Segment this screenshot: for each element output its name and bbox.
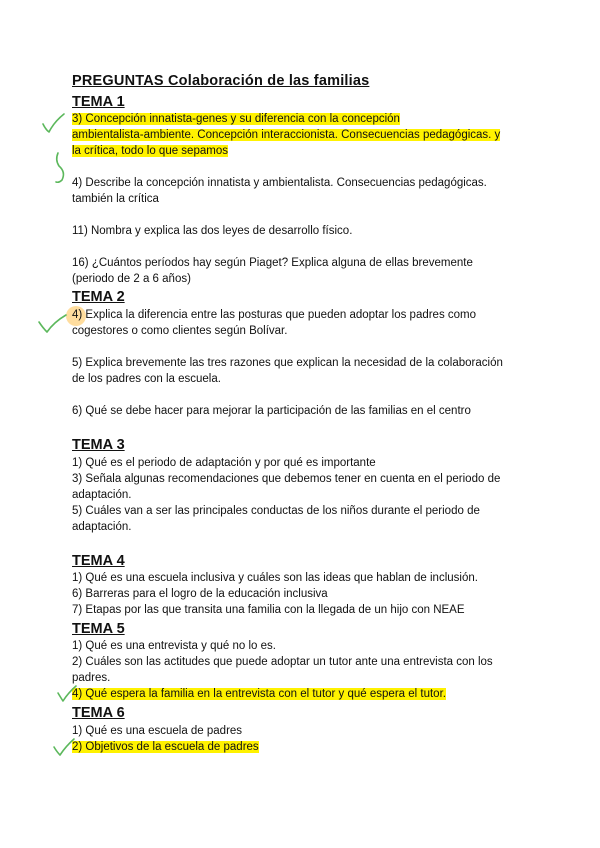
question-tema5-2 bbox=[72, 654, 532, 686]
question-tema3-3 bbox=[72, 471, 532, 503]
checkmark-icon bbox=[36, 312, 68, 336]
question-tema5-4 bbox=[72, 686, 532, 702]
question-line: 3) Señala algunas recomendaciones que debemos tener en cuenta en el periodo de bbox=[72, 473, 501, 485]
question-line: ambientalista-ambiente. Concepción interaccionista. Consecuencias pedagógicas. y bbox=[72, 129, 501, 141]
question-line: 6) Barreras para el logro de la educación inclusiva bbox=[72, 588, 328, 600]
question-line: 3) Concepción innatista-genes y su diferencia con la concepción bbox=[72, 113, 400, 125]
question-line: 2) Cuáles son las actitudes que puede adoptar un tutor ante una entrevista con los bbox=[72, 656, 493, 668]
question-line: 5) Cuáles van a ser las principales conductas de los niños durante el periodo de bbox=[72, 505, 480, 517]
question-tema2-4 bbox=[72, 307, 532, 339]
question-line: 4) Explica la diferencia entre las posturas que pueden adoptar los padres como bbox=[72, 309, 477, 321]
document-title: PREGUNTAS Colaboración de las familias bbox=[72, 73, 370, 89]
question-tema5-1 bbox=[72, 638, 532, 654]
question-line: también la crítica bbox=[72, 193, 159, 205]
question-line: 1) Qué es una escuela inclusiva y cuáles son las ideas que hablan de inclusión. bbox=[72, 572, 478, 584]
question-line: adaptación. bbox=[72, 489, 132, 501]
question-line: 2) Objetivos de la escuela de padres bbox=[72, 741, 259, 753]
question-line: 16) ¿Cuántos períodos hay según Piaget? Explica alguna de ellas brevemente bbox=[72, 257, 473, 269]
question-line: la crítica, todo lo que sepamos bbox=[72, 145, 228, 157]
question-line: padres. bbox=[72, 672, 111, 684]
question-line: adaptación. bbox=[72, 521, 132, 533]
checkmark-icon bbox=[56, 684, 78, 704]
question-tema1-11 bbox=[72, 223, 532, 239]
question-tema3-1 bbox=[72, 455, 532, 471]
section-heading-tema-4: TEMA 4 bbox=[72, 553, 125, 569]
question-line: cogestores o como clientes según Bolívar. bbox=[72, 325, 288, 337]
question-tema2-6 bbox=[72, 403, 532, 419]
question-line: 1) Qué es una escuela de padres bbox=[72, 725, 243, 737]
question-line: 11) Nombra y explica las dos leyes de desarrollo físico. bbox=[72, 225, 353, 237]
checkmark-icon bbox=[52, 150, 78, 186]
question-line: de los padres con la escuela. bbox=[72, 373, 221, 385]
question-line: 5) Explica brevemente las tres razones que explican la necesidad de la colaboración bbox=[72, 357, 503, 369]
question-tema1-16 bbox=[72, 255, 532, 287]
section-heading-tema-6: TEMA 6 bbox=[72, 705, 125, 721]
section-heading-tema-5: TEMA 5 bbox=[72, 621, 125, 637]
question-tema2-5 bbox=[72, 355, 532, 387]
question-line: (periodo de 2 a 6 años) bbox=[72, 273, 191, 285]
question-tema1-3 bbox=[72, 111, 532, 159]
question-tema4-7 bbox=[72, 602, 532, 618]
checkmark-icon bbox=[52, 736, 76, 758]
question-tema6-1 bbox=[72, 723, 532, 739]
question-line: 4) Qué espera la familia en la entrevista con el tutor y qué espera el tutor. bbox=[72, 688, 446, 700]
section-heading-tema-1: TEMA 1 bbox=[72, 94, 125, 110]
question-tema4-6 bbox=[72, 586, 532, 602]
question-tema3-5 bbox=[72, 503, 532, 535]
checkmark-icon bbox=[40, 112, 68, 136]
question-tema4-1 bbox=[72, 570, 532, 586]
question-line: 1) Qué es el periodo de adaptación y por qué es importante bbox=[72, 457, 376, 469]
question-line: 1) Qué es una entrevista y qué no lo es. bbox=[72, 640, 276, 652]
section-heading-tema-2: TEMA 2 bbox=[72, 289, 125, 305]
question-tema6-2 bbox=[72, 739, 532, 755]
section-heading-tema-3: TEMA 3 bbox=[72, 437, 125, 453]
question-line: 7) Etapas por las que transita una familia con la llegada de un hijo con NEAE bbox=[72, 604, 465, 616]
question-line: 4) Describe la concepción innatista y ambientalista. Consecuencias pedagógicas. bbox=[72, 177, 487, 189]
question-line: 6) Qué se debe hacer para mejorar la participación de las familias en el centro bbox=[72, 405, 471, 417]
question-tema1-4 bbox=[72, 175, 532, 207]
